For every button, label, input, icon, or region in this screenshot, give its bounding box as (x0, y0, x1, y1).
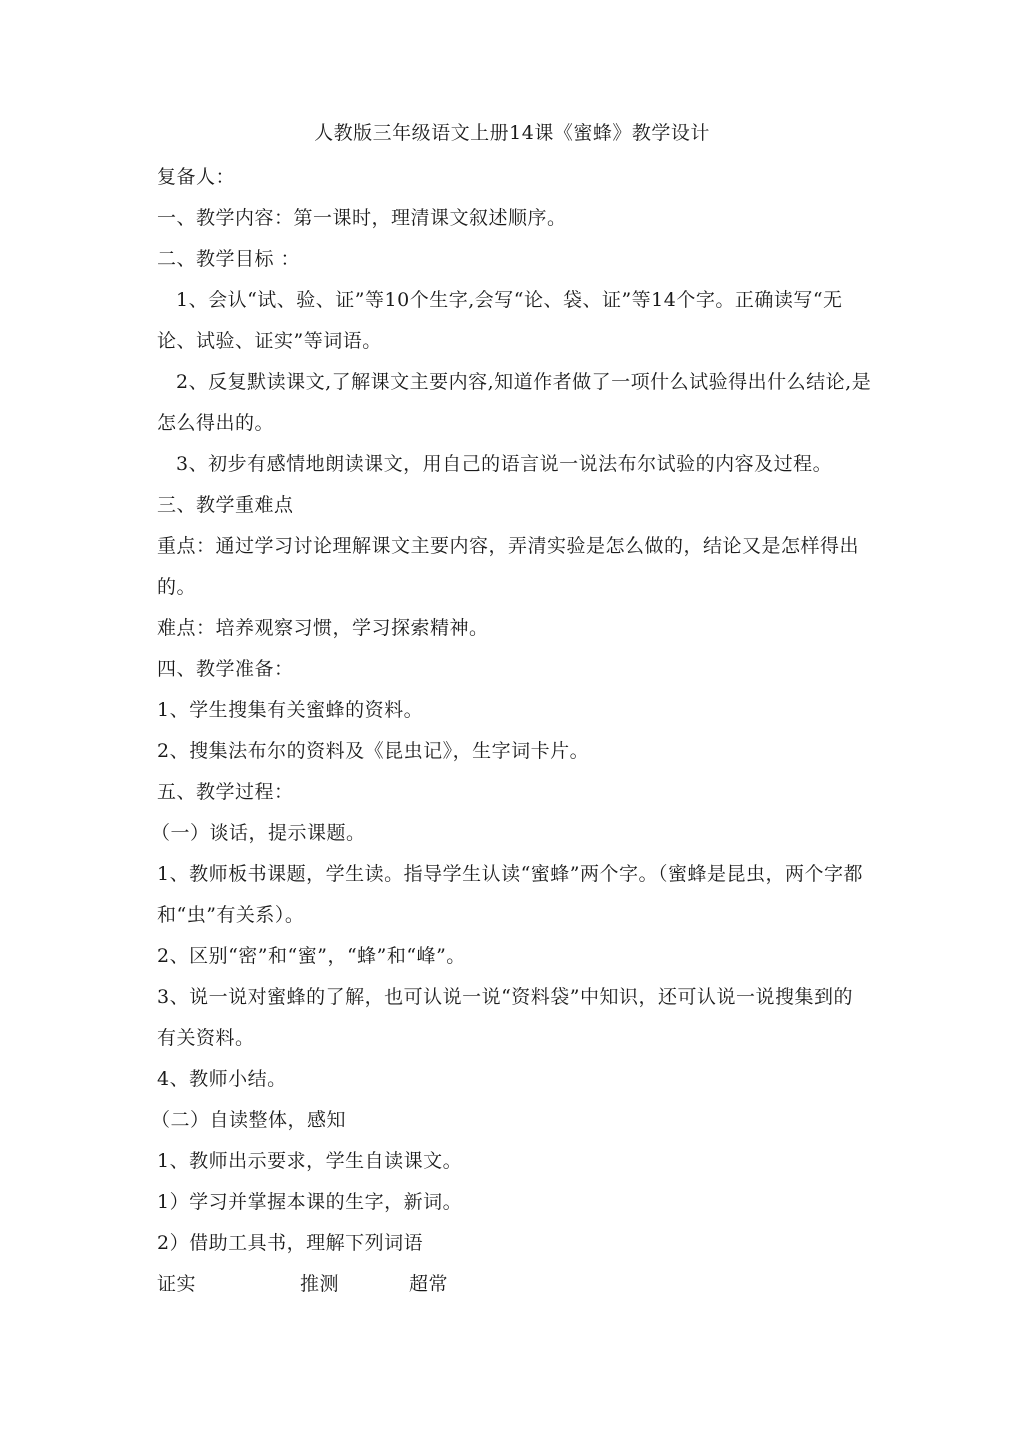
process-step-3: 3、说一说对蜜蜂的了解，也可认说一说“资料袋”中知识，还可认说一说搜集到的有关资料。 (157, 986, 854, 1049)
reading-step-1: 1、教师出示要求，学生自读课文。 (157, 1150, 463, 1172)
section-preparation: 四、教学准备： (157, 658, 294, 680)
process-step-4: 4、教师小结。 (157, 1068, 287, 1090)
process-step-2: 2、区别“密”和“蜜”，“蜂”和“峰”。 (157, 945, 466, 967)
section-process: 五、教学过程： (157, 781, 294, 803)
section-teaching-goals: 二、教学目标 ： (157, 248, 301, 270)
process-part-1: （一）谈话，提示课题。 (151, 822, 366, 844)
process-part-2: （二）自读整体，感知 (151, 1109, 347, 1131)
document-title: 人教版三年级语文上册14课《蜜蜂》教学设计 (314, 122, 710, 144)
key-point-difficulty: 难点：培养观察习惯，学习探索精神。 (157, 617, 489, 639)
process-step-1: 1、教师板书课题，学生读。指导学生认读“蜜蜂”两个字。（蜜蜂是昆虫，两个字都和“虫”有关系）。 (157, 863, 864, 926)
preparation-item-1: 1、学生搜集有关蜜蜂的资料。 (157, 699, 424, 721)
goal-item-3: 3、初步有感情地朗读课文，用自己的语言说一说法布尔试验的内容及过程。 (176, 453, 833, 475)
reading-step-1b: 2）借助工具书，理解下列词语 (157, 1232, 424, 1254)
key-point-focus: 重点：通过学习讨论理解课文主要内容，弄清实验是怎么做的，结论又是怎样得出的。 (157, 535, 860, 598)
preparation-item-2: 2、搜集法布尔的资料及《昆虫记》，生字词卡片。 (157, 740, 590, 762)
goal-item-2: 2、反复默读课文,了解课文主要内容,知道作者做了一项什么试验得出什么结论,是怎么得出的。 (157, 371, 872, 434)
reading-step-1a: 1）学习并掌握本课的生字，新词。 (157, 1191, 463, 1213)
vocabulary-term: 证实 (157, 1273, 197, 1295)
vocabulary-terms (157, 1264, 872, 1305)
preparer-line: 复备人： (157, 166, 236, 188)
document-body (151, 157, 872, 1305)
goal-item-1: 1、会认“试、验、证”等10个生字,会写“论、袋、证”等14个字。正确读写“无论、试验、证实”等词语。 (157, 289, 843, 352)
section-key-points: 三、教学重难点 (157, 494, 294, 516)
section-teaching-content: 一、教学内容：第一课时，理清课文叙述顺序。 (157, 207, 567, 229)
vocabulary-term: 超常 (409, 1273, 449, 1295)
vocabulary-term: 推测 (300, 1273, 340, 1295)
